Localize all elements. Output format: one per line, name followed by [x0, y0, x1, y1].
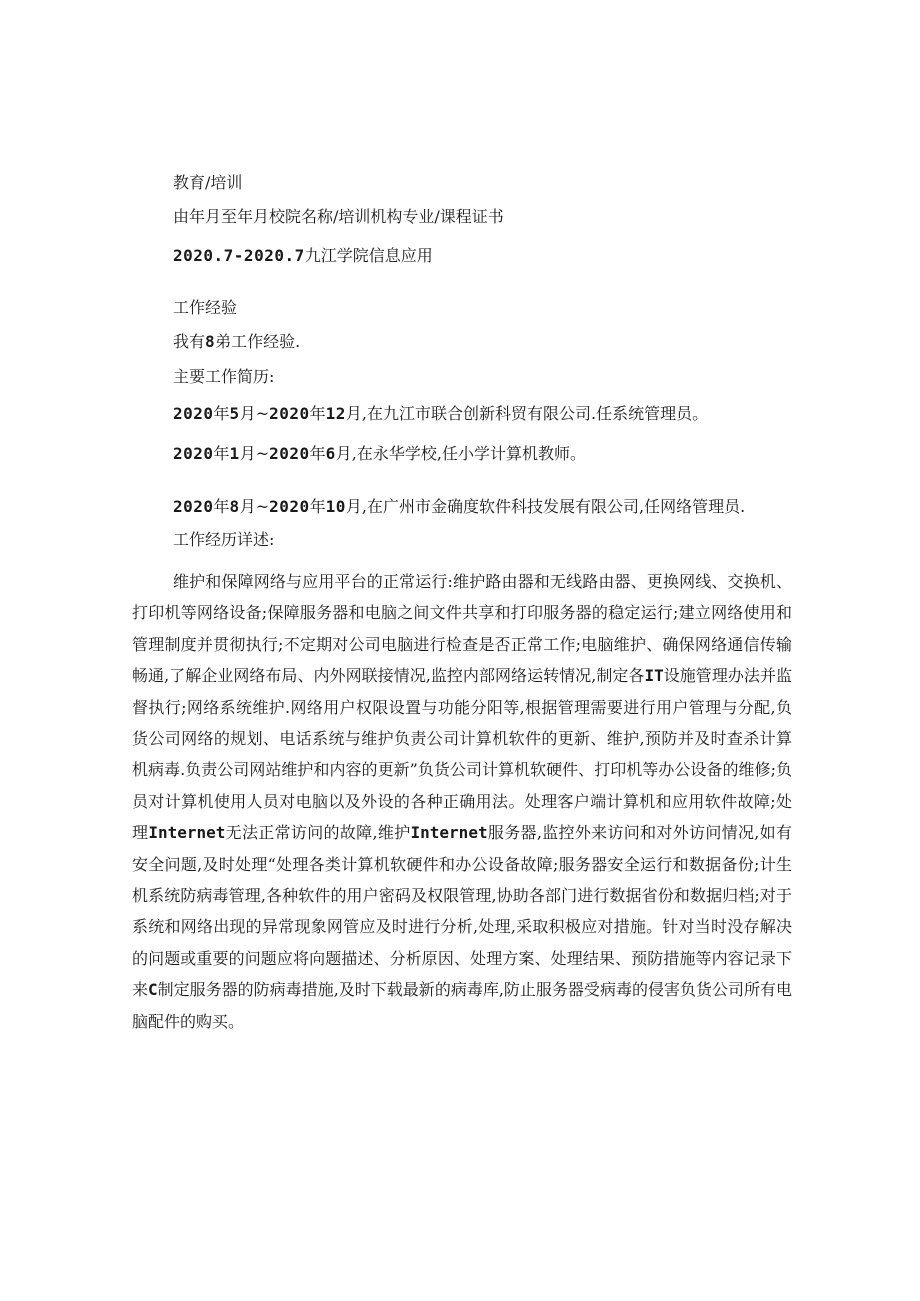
work-years-suffix: 弟工作经验. — [215, 332, 301, 351]
job-start-month: 8 — [229, 497, 240, 516]
education-heading: 教育/培训 — [173, 173, 243, 192]
detail-text: 无法正常访问的故障,维护 — [225, 823, 411, 843]
job-entry-2 — [173, 444, 586, 464]
job-end-year: 2020 — [269, 404, 310, 423]
detail-text: 维护和保障网络与应用平台的正常运行:维护路由器和无线路由器、更换网线、交换机、打印机等网络设备;保障服务器和电脑之间文件共享和打印服务器的稳定运行;建立网络使用和管理制度并贯彻执行;不定期对公司电脑进行检查是否正常工作;电脑维护、确保网络通信传输畅通,了解企业网络布局、内外网联接情况,监控内部网络运转情况,制定各 — [132, 572, 792, 686]
job-description: 月,在永华学校,任小学计算机教师。 — [335, 444, 586, 463]
job-start-year: 2020 — [173, 404, 214, 423]
job-description: 月,在九江市联合创新科贸有限公司.任系统管理员。 — [345, 404, 709, 423]
job-end-month: 10 — [325, 497, 346, 516]
job-start-month: 1 — [229, 444, 240, 463]
job-text: 年 — [309, 404, 326, 423]
job-entry-1 — [173, 404, 708, 424]
job-text: 年 — [309, 497, 326, 516]
detail-term: IT — [644, 666, 664, 686]
job-text: 月~ — [239, 404, 270, 423]
job-text: 月~ — [239, 497, 270, 516]
job-start-year: 2020 — [173, 497, 214, 516]
detail-text: 制定服务器的防病毒措施,及时下载最新的病毒库,防止服务器受病毒的侵害负货公司所有电脑配件的购买。 — [132, 980, 792, 1031]
job-end-year: 2020 — [269, 497, 310, 516]
job-text: 年 — [309, 444, 326, 463]
job-text: 月~ — [239, 444, 270, 463]
job-entry-3 — [173, 497, 745, 517]
job-end-month: 12 — [325, 404, 346, 423]
job-end-month: 6 — [325, 444, 336, 463]
detail-text: 服务器,监控外来访问和对外访问情况,如有安全问题,及时处理“处理各类计算机软硬件和办公设备故障;服务器安全运行和数据备份;计生机系统防病毒管理,各种软件的用户密码及权限管理,协助各部门进行数据省份和数据归档;对于系统和网络出现的异常现象网管应及时进行分析,处理,采取积极应对措施。针对当时没存解决的问题或重要的问题应将向题描述、分析原因、处理方案、处理结果、预防措施等内容记录下来 — [132, 823, 792, 1000]
job-start-month: 5 — [229, 404, 240, 423]
job-text: 年 — [213, 404, 230, 423]
work-detail-paragraph — [132, 566, 792, 1037]
job-text: 年 — [213, 497, 230, 516]
work-years-number: 8 — [205, 332, 216, 351]
job-end-year: 2020 — [269, 444, 310, 463]
job-start-year: 2020 — [173, 444, 214, 463]
detail-term: Internet — [410, 823, 488, 843]
education-entry-dates: 2020.7-2020.7 — [173, 246, 305, 265]
work-heading: 工作经验 — [173, 298, 238, 317]
education-entry — [173, 246, 433, 266]
work-years-prefix: 我有 — [173, 332, 206, 351]
detail-term: Internet — [148, 823, 226, 843]
detail-text: 设施管理办法并监督执行;网络系统维护.网络用户权限设置与功能分阳等,根据管理需要进行用户管理与分配,负货公司网络的规划、电话系统与维护负责公司计算机软件的更新、维护,预防并及时查杀计算机病毒.负责公司网站维护和内容的更新”负货公司计算机软硬件、打印机等办公设备的维修;负员对计算机使用人员对电脑以及外设的各种正确用法。处理客户端计算机和应用软件故障;处理 — [132, 666, 792, 843]
work-brief-heading: 主要工作简历: — [173, 367, 275, 386]
detail-term: C — [148, 980, 158, 1000]
education-entry-text: 九江学院信息应用 — [304, 246, 433, 265]
job-text: 年 — [213, 444, 230, 463]
work-years — [173, 332, 300, 352]
education-columns: 由年月至年月校院名称/培训机构专业/课程证书 — [173, 207, 504, 226]
job-description: 月,在广州市金确度软件科技发展有限公司,任网络管理员. — [345, 497, 746, 516]
work-detail-heading: 工作经历详述: — [173, 530, 275, 549]
